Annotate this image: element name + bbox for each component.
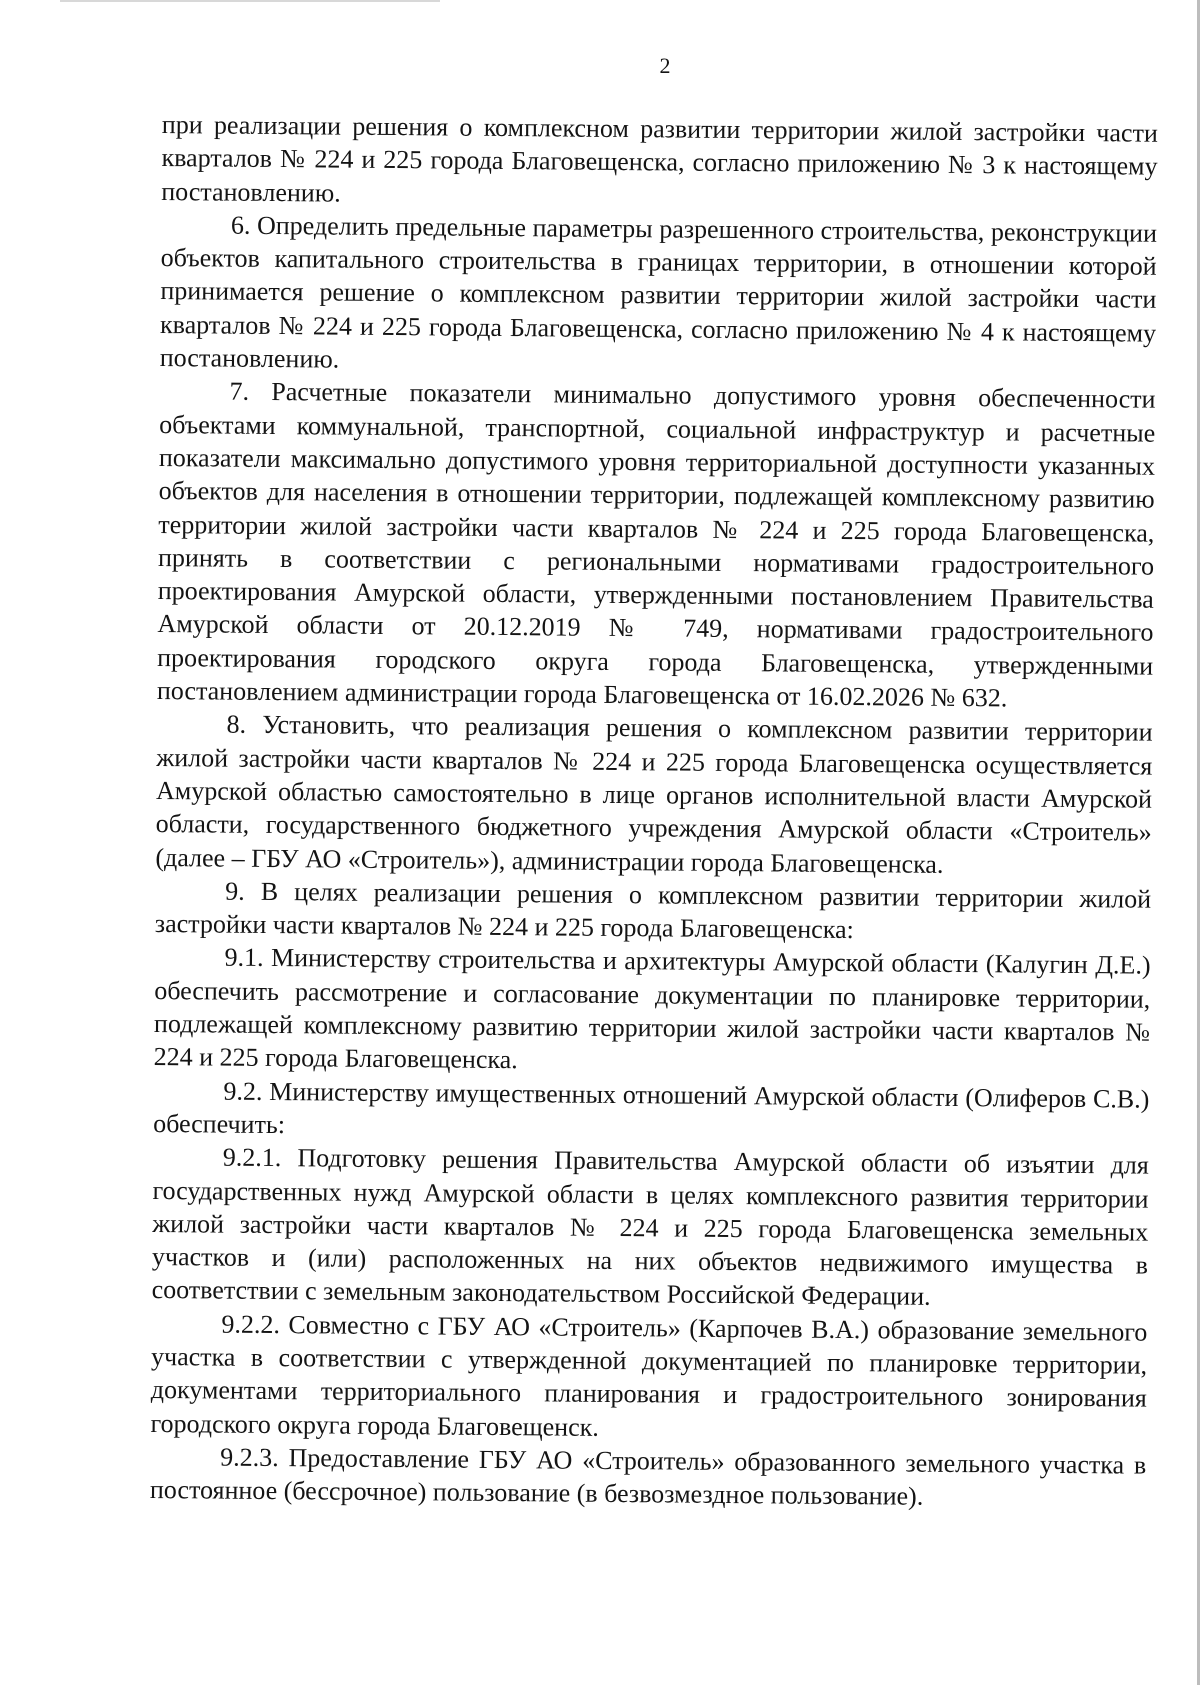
paragraph-6: 6. Определить предельные параметры разрешенного строительства, реконструкции объектов капитального строительства в границах территории, в отношении которой принимается решение о комплексном развитии территории жилой застройки части кварталов № 224 и 225 города Благовещенска, согласно приложению № 4 к настоящему постановлению. <box>159 210 1158 374</box>
paragraph-9-2: 9.2. Министерству имущественных отношений Амурской области (Олиферов С.В.) обеспечить: <box>153 1076 1150 1140</box>
paragraph-8: 8. Установить, что реализация решения о комплексном развитии территории жилой застройки части кварталов № 224 и 225 города Благовещенска осуществляется Амурской областью самостоятельно в лице органов исполнительной власти Амурской области, государственного бюджетного учреждения Амурской области «Строитель» (далее – ГБУ АО «Строитель»), администрации города Благовещенска. <box>155 709 1153 879</box>
paragraph-7: 7. Расчетные показатели минимально допустимого уровня обеспеченности объектами коммунальной, транспортной, социальной инфраструктур и расчетные показатели максимально допустимого уровня территориальной доступности указанных объектов для населения в отношении территории, подлежащей комплексному развитию территории жилой застройки части кварталов № 224 и 225 города Благовещенска, принять в соответствии с региональными нормативами градостроительного проектирования Амурской области, утвержденными постановлением Правительства Амурской области от 20.12.2019 № 749, нормативами градостроительного проектирования городского округа города Благовещенска, утвержденными постановлением администрации города Благовещенска от 16.02.2026 № 632. <box>156 376 1156 713</box>
document-body <box>150 108 1158 1515</box>
paragraph-9-2-3: 9.2.3. Предоставление ГБУ АО «Строитель» образованного земельного участка в постоянное (бессрочное) пользование (в безвозмездное пользование). <box>149 1442 1147 1511</box>
scan-edge-top <box>60 0 440 2</box>
paragraph-9-2-1: 9.2.1. Подготовку решения Правительства Амурской области об изъятии для государственных нужд Амурской области в целях комплексного развития территории жилой застройки части кварталов № 224 и 225 города Благовещенска земельных участков и (или) расположенных на них объектов недвижимого имущества в соответствии с земельным законодательством Российской Федерации. <box>151 1142 1149 1312</box>
paragraph-continuation: при реализации решения о комплексном развитии территории жилой застройки части кварталов № 224 и 225 города Благовещенска, согласно приложению № 3 к настоящему постановлению. <box>161 109 1158 208</box>
paragraph-9: 9. В целях реализации решения о комплексном развитии территории жилой застройки части кварталов № 224 и 225 города Благовещенска: <box>154 876 1152 945</box>
paragraph-9-1: 9.1. Министерству строительства и архитектуры Амурской области (Калугин Д.Е.) обеспечить рассмотрение и согласование документации по планировке территории, подлежащей комплексному развитию территории жилой застройки части кварталов № 224 и 225 города Благовещенска. <box>153 943 1151 1075</box>
page-number: 2 <box>659 53 671 78</box>
paragraph-9-2-2: 9.2.2. Совместно с ГБУ АО «Строитель» (Карпочев В.А.) образование земельного участка в соответствии с утвержденной документацией по планировке территории, документами территориального планирования и градостроительного зонирования городского округа города Благовещенск. <box>150 1309 1148 1442</box>
